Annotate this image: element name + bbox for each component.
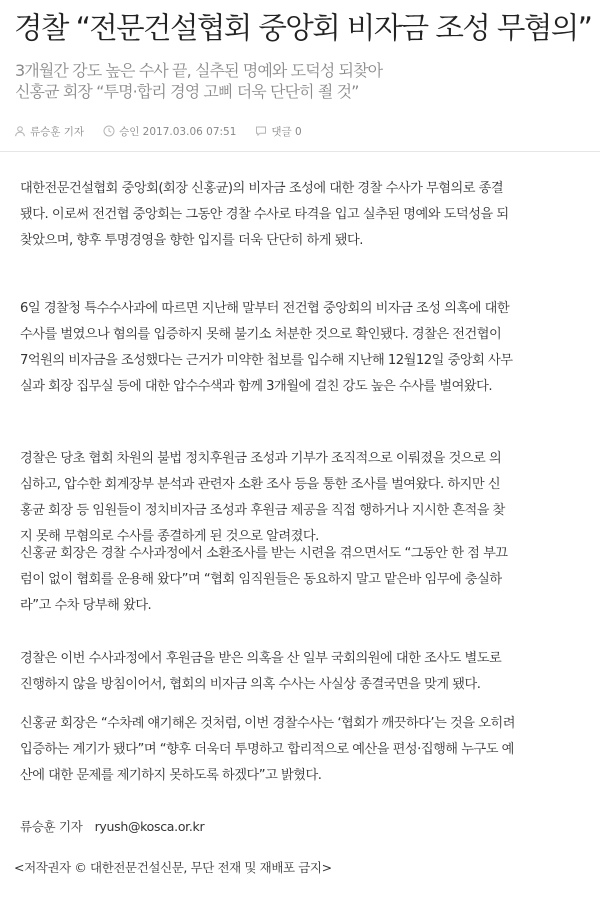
body-line: 경찰은 이번 수사과정에서 후원금을 받은 의혹을 산 일부 국회의원에 대한 조사도 별도로 — [20, 651, 502, 666]
body-line: 7억원의 비자금을 조성했다는 근거가 미약한 첩보를 입수해 지난해 12월12일 중앙회 사무 — [20, 353, 513, 368]
body-line: 입증하는 계기가 됐다”며 “향후 더욱더 투명하고 합리적으로 예산을 편성·집행해 누구도 예 — [20, 742, 514, 757]
approved-datetime: 승인 2017.03.06 07:51 — [119, 125, 237, 138]
article-meta — [14, 123, 321, 139]
comment-icon — [255, 125, 267, 137]
body-line: 대한전문건설협회 중앙회(회장 신홍균)의 비자금 조성에 대한 경찰 수사가 무혐의로 종결 — [20, 181, 504, 196]
clock-icon — [103, 125, 115, 137]
article-subheadlines — [15, 60, 382, 102]
body-line: 지 못해 무혐의로 수사를 종결하게 된 것으로 알려졌다. — [20, 529, 319, 544]
article-headline: 경찰 “전문건설협회 중앙회 비자금 조성 무혐의” — [14, 11, 592, 45]
body-paragraph — [20, 541, 508, 619]
byline-reporter: 류승훈 기자 — [20, 819, 83, 834]
body-line: 심하고, 압수한 회계장부 분석과 관련자 소환 조사 등을 통한 조사를 벌여왔다. 하지만 신 — [20, 477, 501, 492]
body-line: 럼이 없이 협회를 운용해 왔다”며 “협회 임직원들은 동요하지 말고 맡은바 임무에 충실하 — [20, 572, 502, 587]
approved-meta — [103, 124, 236, 139]
body-line: 홍균 회장 등 임원들이 정치비자금 조성과 후원금 제공을 직접 행하거나 지시한 흔적을 찾 — [20, 503, 505, 518]
body-paragraph — [20, 711, 515, 789]
comment-count[interactable]: 댓글 0 — [271, 125, 302, 138]
body-line: 신홍균 회장은 “수차례 얘기해온 것처럼, 이번 경찰수사는 ‘협회가 깨끗하다’는 것을 오히려 — [20, 716, 515, 731]
article-byline — [20, 817, 204, 835]
copyright-notice: <저작권자 © 대한전문건설신문, 무단 전재 및 재배포 금지> — [14, 860, 332, 875]
comments-meta[interactable] — [255, 124, 301, 139]
body-paragraph — [20, 646, 501, 698]
header-divider — [0, 151, 600, 152]
body-line: 경찰은 당초 협회 차원의 불법 정치후원금 조성과 기부가 조직적으로 이뤄졌을 것으로 의 — [20, 451, 502, 466]
subheadline: 신홍균 회장 “투명·합리 경영 고삐 더욱 단단히 죌 것” — [15, 82, 359, 101]
reporter-meta[interactable] — [14, 124, 84, 139]
reporter-email-link[interactable]: ryush@kosca.or.kr — [94, 819, 205, 834]
body-line: 실과 회장 집무실 등에 대한 압수수색과 함께 3개월에 걸친 강도 높은 수사를 벌여왔다. — [20, 379, 493, 394]
body-line: 됐다. 이로써 전건협 중앙회는 그동안 경찰 수사로 타격을 입고 실추된 명예와 도덕성을 되 — [20, 207, 509, 222]
user-icon — [14, 125, 26, 137]
reporter-name[interactable]: 류승훈 기자 — [30, 125, 85, 138]
body-line: 신홍균 회장은 경찰 수사과정에서 소환조사를 받는 시련을 겪으면서도 “그동안 한 점 부끄 — [20, 546, 508, 561]
body-line: 진행하지 않을 방침이어서, 협회의 비자금 의혹 수사는 사실상 종결국면을 맞게 됐다. — [20, 677, 481, 692]
body-paragraph — [20, 176, 509, 254]
body-line: 라”고 수차 당부해 왔다. — [20, 598, 152, 613]
body-paragraph — [20, 446, 505, 550]
body-line: 산에 대한 문제를 제기하지 못하도록 하겠다”고 밝혔다. — [20, 768, 322, 783]
body-line: 수사를 벌였으나 혐의를 입증하지 못해 불기소 처분한 것으로 확인됐다. 경찰은 전건협이 — [20, 327, 502, 342]
body-paragraph — [20, 296, 513, 400]
body-line: 찾았으며, 향후 투명경영을 향한 입지를 더욱 단단히 하게 됐다. — [20, 233, 363, 248]
body-line: 6일 경찰청 특수수사과에 따르면 지난해 말부터 전건협 중앙회의 비자금 조성 의혹에 대한 — [20, 301, 510, 316]
subheadline: 3개월간 강도 높은 수사 끝, 실추된 명예와 도덕성 되찾아 — [15, 61, 383, 80]
